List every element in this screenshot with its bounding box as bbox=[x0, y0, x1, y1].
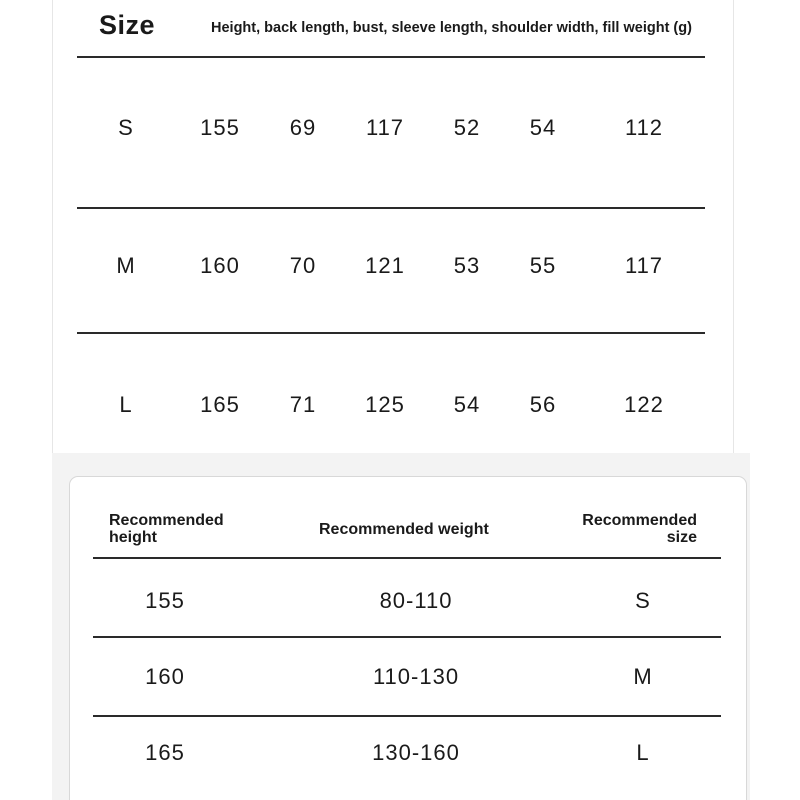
size-label: M bbox=[116, 253, 136, 278]
size-columns-caption: Height, back length, bust, sleeve length, shoulder width, fill weight (g) bbox=[211, 20, 692, 36]
recommendation-row bbox=[0, 664, 800, 694]
header-line: Recommended bbox=[109, 512, 224, 529]
divider bbox=[93, 715, 721, 717]
recommendation-row bbox=[0, 740, 800, 770]
size-sheet bbox=[52, 0, 734, 455]
bust-value: 125 bbox=[365, 392, 405, 417]
shoulder-width-value: 55 bbox=[529, 253, 557, 278]
recommended-weight-value: 110-130 bbox=[372, 664, 460, 689]
back-length-value: 69 bbox=[289, 115, 317, 140]
back-length-value: 71 bbox=[289, 392, 317, 417]
recommended-weight-value: 80-110 bbox=[379, 588, 453, 613]
divider bbox=[93, 636, 721, 638]
recommended-size-value: L bbox=[636, 740, 650, 765]
size-title: Size bbox=[99, 10, 156, 40]
sleeve-length-value: 52 bbox=[453, 115, 481, 140]
recommended-height-value: 155 bbox=[145, 588, 185, 613]
size-label: L bbox=[119, 392, 133, 417]
bust-value: 117 bbox=[365, 115, 405, 140]
shoulder-width-value: 56 bbox=[529, 392, 557, 417]
height-value: 165 bbox=[200, 392, 240, 417]
height-value: 155 bbox=[200, 115, 240, 140]
recommended-size-value: S bbox=[635, 588, 651, 613]
recommended-size-value: M bbox=[633, 664, 653, 689]
divider bbox=[77, 207, 705, 209]
fill-weight-value: 122 bbox=[624, 392, 664, 417]
recommended-size-header bbox=[573, 512, 697, 546]
header-line: Recommended bbox=[582, 512, 697, 529]
height-value: 160 bbox=[200, 253, 240, 278]
header-line: size bbox=[666, 529, 697, 546]
divider bbox=[77, 332, 705, 334]
size-row-s bbox=[0, 115, 800, 145]
bust-value: 121 bbox=[365, 253, 405, 278]
size-row-l bbox=[0, 392, 800, 422]
recommended-weight-header: Recommended weight bbox=[319, 521, 489, 538]
fill-weight-value: 117 bbox=[624, 253, 664, 278]
fill-weight-value: 112 bbox=[624, 115, 664, 140]
shoulder-width-value: 54 bbox=[529, 115, 557, 140]
recommended-height-header bbox=[109, 512, 224, 546]
recommended-height-value: 165 bbox=[145, 740, 185, 765]
recommendation-row bbox=[0, 588, 800, 618]
size-row-m bbox=[0, 253, 800, 283]
back-length-value: 70 bbox=[289, 253, 317, 278]
size-label: S bbox=[118, 115, 134, 140]
divider bbox=[93, 557, 721, 559]
sleeve-length-value: 53 bbox=[453, 253, 481, 278]
header-line: height bbox=[109, 529, 157, 546]
recommended-height-value: 160 bbox=[145, 664, 185, 689]
divider bbox=[77, 56, 705, 58]
recommended-weight-value: 130-160 bbox=[372, 740, 460, 765]
sleeve-length-value: 54 bbox=[453, 392, 481, 417]
